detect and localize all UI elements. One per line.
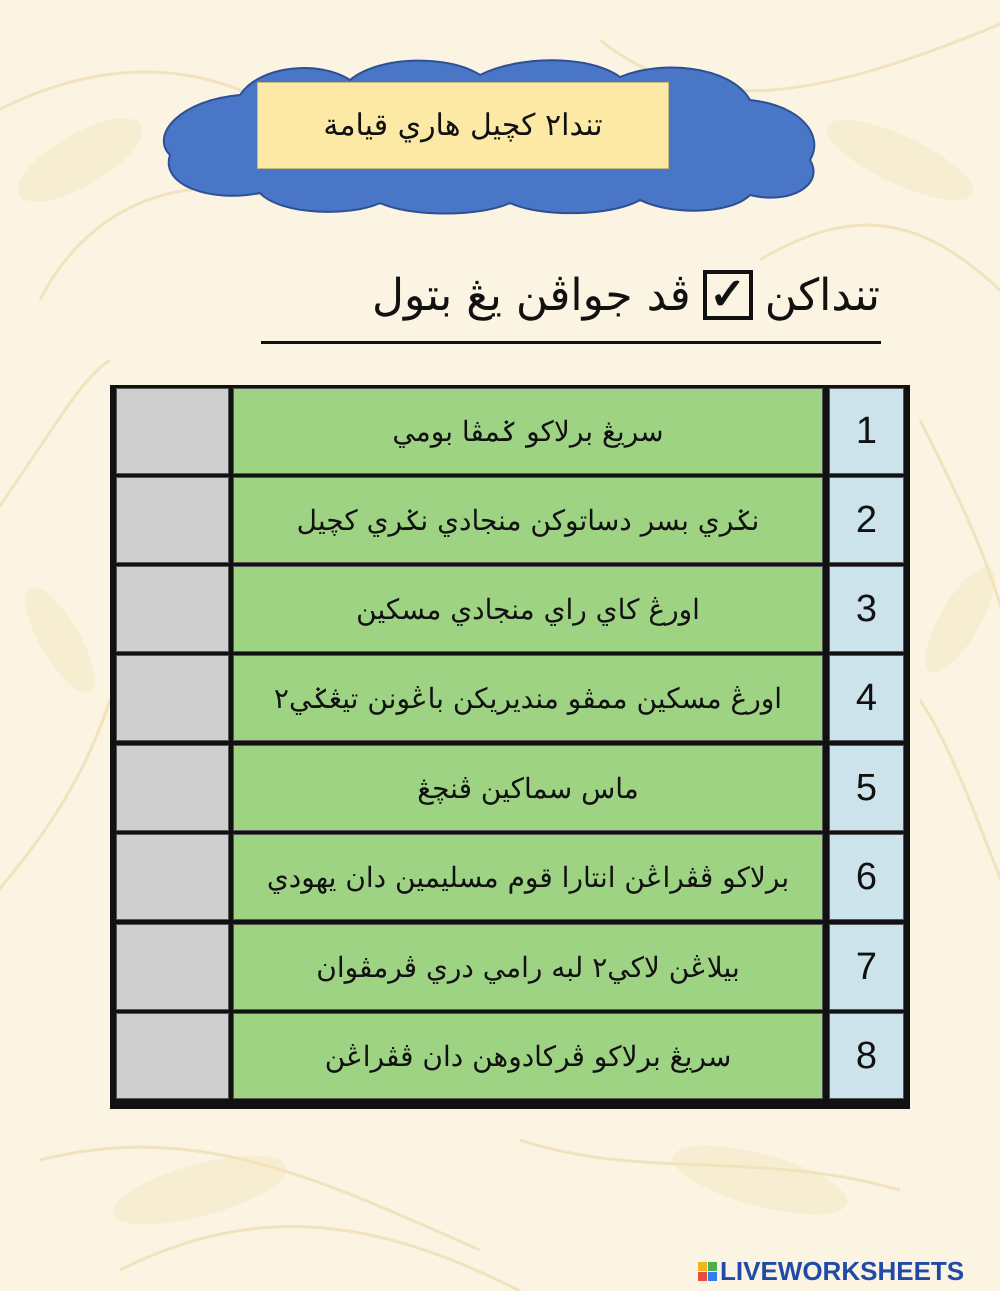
statement-text: سريڠ برلاكو ڤركادوهن دان ڤڤراڠن — [233, 1013, 823, 1099]
instruction-text-left: ڤد جواڤن يڠ بتول — [372, 269, 691, 321]
row-number: 8 — [829, 1013, 904, 1099]
instruction-underline — [261, 341, 881, 344]
row-number: 4 — [829, 655, 904, 741]
table-row — [113, 834, 907, 920]
table-row — [113, 388, 907, 474]
answer-box[interactable] — [116, 655, 229, 741]
checkbox-icon: ✓ — [703, 270, 753, 320]
answer-box[interactable] — [116, 477, 229, 563]
liveworksheets-logo — [698, 1255, 964, 1287]
table-row — [113, 566, 907, 652]
row-number: 7 — [829, 924, 904, 1010]
row-number: 5 — [829, 745, 904, 831]
row-number: 3 — [829, 566, 904, 652]
instruction-text-right: تنداكن — [764, 269, 880, 321]
row-number: 2 — [829, 477, 904, 563]
page-title: تندا٢ كچيل هاري قيامة — [257, 82, 669, 169]
table-row — [113, 655, 907, 741]
answer-box[interactable] — [116, 834, 229, 920]
statement-text: نݢري بسر دساتوكن منجادي نݢري كچيل — [233, 477, 823, 563]
table-row — [113, 477, 907, 563]
answer-box[interactable] — [116, 388, 229, 474]
logo-text: LIVEWORKSHEETS — [720, 1255, 965, 1286]
statement-text: سريڠ برلاكو ݢمڤا بومي — [233, 388, 823, 474]
row-number: 6 — [829, 834, 904, 920]
row-number: 1 — [829, 388, 904, 474]
table-row — [113, 745, 907, 831]
table-row — [113, 1013, 907, 1099]
table-row — [113, 924, 907, 1010]
statement-text: برلاكو ڤڤراڠن انتارا قوم مسليمين دان يهودي — [233, 834, 823, 920]
statement-text: بيلاڠن لاكي٢ لبه رامي دري ڤرمڤوان — [233, 924, 823, 1010]
logo-mark-icon — [698, 1262, 717, 1281]
answer-box[interactable] — [116, 745, 229, 831]
answer-box[interactable] — [116, 566, 229, 652]
statement-text: اورڠ كاي راي منجادي مسكين — [233, 566, 823, 652]
answer-box[interactable] — [116, 924, 229, 1010]
statement-text: ماس سماكين ڤنچڠ — [233, 745, 823, 831]
answer-table — [110, 385, 910, 1109]
statement-text: اورڠ مسكين ممڤو منديريكن باڠونن تيڠݢي٢ — [233, 655, 823, 741]
answer-box[interactable] — [116, 1013, 229, 1099]
instruction — [260, 255, 880, 335]
